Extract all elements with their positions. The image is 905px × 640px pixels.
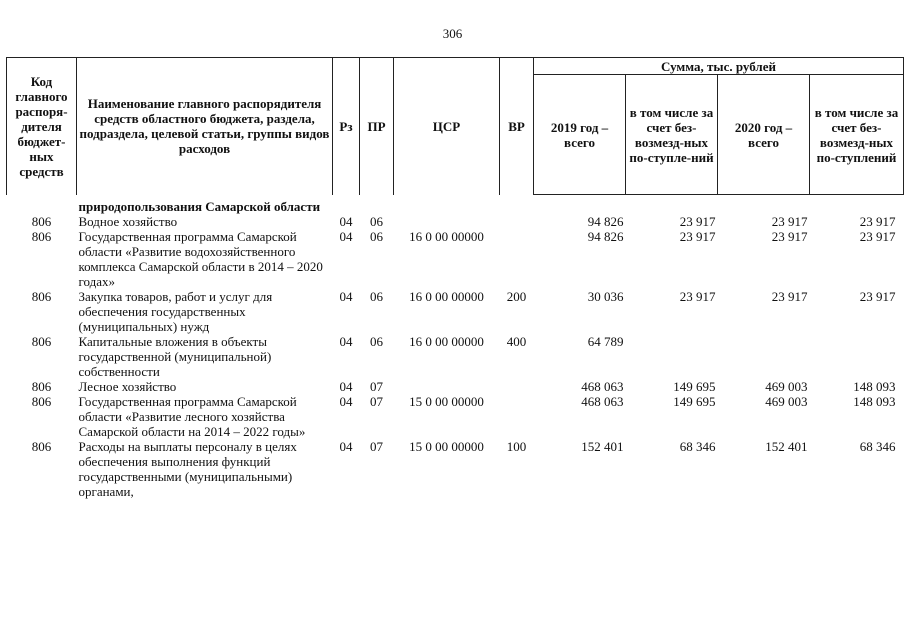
cell-2019-total: 94 826	[587, 213, 624, 229]
header-2020-total: 2020 год – всего	[718, 75, 810, 195]
cell-code: 806	[31, 213, 52, 229]
header-2020-free: в том числе за счет без-возмезд-ных по-ступлений	[810, 75, 904, 195]
cell-code: 806	[31, 438, 52, 454]
table-row	[7, 214, 904, 229]
cell-vr	[500, 229, 534, 289]
cell-2019-free: 68 346	[679, 438, 716, 454]
cell-2019-total: 30 036	[587, 288, 624, 304]
cell-csr: 16 0 00 00000	[409, 228, 484, 244]
page-number: 306	[442, 26, 463, 41]
cell-pr: 06	[370, 213, 383, 229]
header-csr: ЦСР	[394, 58, 500, 195]
cell-vr	[500, 214, 534, 229]
cell-2020-free: 23 917	[859, 213, 896, 229]
table-row	[7, 229, 904, 289]
cell-code: 806	[31, 288, 52, 304]
cell-csr: 15 0 00 00000	[409, 393, 484, 409]
header-vr: ВР	[500, 58, 534, 195]
cell-2019-free: 23 917	[679, 288, 716, 304]
cell-2019-free: 23 917	[679, 213, 716, 229]
cell-rz: 04	[339, 438, 353, 454]
budget-table	[6, 57, 904, 499]
cell-2019-total: 468 063	[581, 378, 624, 394]
cell-csr	[394, 214, 500, 229]
cell-2020-free: 148 093	[853, 393, 896, 409]
cell-code: 806	[31, 333, 52, 349]
table-row	[7, 334, 904, 379]
cell-rz: 04	[339, 213, 353, 229]
cell-rz: 04	[339, 378, 353, 394]
cell-csr: 16 0 00 00000	[409, 288, 484, 304]
cell-2020-free: 68 346	[859, 438, 896, 454]
cell-2020-free: 23 917	[859, 228, 896, 244]
header-2019-total: 2019 год – всего	[534, 75, 626, 195]
cell-2020-free: 148 093	[853, 378, 896, 394]
cell-2019-total: 64 789	[587, 333, 624, 349]
cell-pr: 06	[370, 333, 383, 349]
cell-2019-total: 468 063	[581, 393, 624, 409]
cell-pr: 07	[370, 378, 383, 394]
cell-rz: 04	[339, 228, 353, 244]
cell-2020-total: 23 917	[771, 288, 808, 304]
header-2019-free: в том числе за счет без-возмезд-ных по-ступле-ний	[626, 75, 718, 195]
cell-2020-free	[810, 334, 904, 379]
cell-2020-total: 469 003	[765, 378, 808, 394]
cell-code: 806	[31, 228, 52, 244]
continuation-text: природопользования Самарской области	[78, 198, 321, 214]
cell-2020-free: 23 917	[859, 288, 896, 304]
cell-vr	[500, 379, 534, 394]
cell-2019-free: 149 695	[673, 378, 716, 394]
cell-2019-total: 152 401	[581, 438, 624, 454]
table-row	[7, 289, 904, 334]
cell-vr: 100	[506, 438, 527, 454]
cell-name: Лесное хозяйство	[78, 378, 177, 394]
cell-name: Государственная программа Самарской области «Развитие лесного хозяйства Самарской области на 2014 – 2022 годы»	[78, 393, 306, 439]
table-row	[7, 394, 904, 439]
cell-vr	[500, 394, 534, 439]
cell-rz: 04	[339, 288, 353, 304]
cell-rz: 04	[339, 333, 353, 349]
cell-name: Государственная программа Самарской области «Развитие водохозяйственного комплекса Самарской области в 2014 – 2020 годах»	[78, 228, 323, 289]
cell-vr: 200	[506, 288, 527, 304]
table-row	[7, 439, 904, 499]
cell-code: 806	[31, 393, 52, 409]
cell-rz: 04	[339, 393, 353, 409]
cell-pr: 07	[370, 438, 383, 454]
cell-name: Капитальные вложения в объекты государственной (муниципальной) собственности	[78, 333, 272, 379]
header-pr: ПР	[360, 58, 394, 195]
cell-name: Водное хозяйство	[78, 213, 178, 229]
cell-2019-free: 149 695	[673, 393, 716, 409]
cell-csr	[394, 379, 500, 394]
cell-vr: 400	[506, 333, 527, 349]
cell-2020-total: 152 401	[765, 438, 808, 454]
cell-2020-total: 23 917	[771, 213, 808, 229]
cell-code: 806	[31, 378, 52, 394]
cell-pr: 07	[370, 393, 383, 409]
cell-csr: 16 0 00 00000	[409, 333, 484, 349]
continuation-row	[7, 195, 904, 214]
cell-name: Закупка товаров, работ и услуг для обеспечения государственных (муниципальных) нужд	[78, 288, 273, 334]
cell-name: Расходы на выплаты персоналу в целях обеспечения выполнения функций государственными (муниципальными) органами,	[78, 438, 297, 499]
cell-2020-total: 23 917	[771, 228, 808, 244]
header-sum-title: Сумма, тыс. рублей	[534, 58, 904, 75]
cell-csr: 15 0 00 00000	[409, 438, 484, 454]
cell-pr: 06	[370, 228, 383, 244]
cell-2019-free	[626, 334, 718, 379]
header-code: Код главного распоря-дителя бюджет-ных средств	[7, 58, 77, 195]
header-rz: Рз	[333, 58, 360, 195]
cell-2019-total: 94 826	[587, 228, 624, 244]
header-name: Наименование главного распорядителя средств областного бюджета, раздела, подраздела, целевой статьи, группы видов расходов	[77, 58, 333, 195]
table-row	[7, 379, 904, 394]
cell-pr: 06	[370, 288, 383, 304]
cell-2020-total: 469 003	[765, 393, 808, 409]
cell-2020-total	[718, 334, 810, 379]
cell-2019-free: 23 917	[679, 228, 716, 244]
